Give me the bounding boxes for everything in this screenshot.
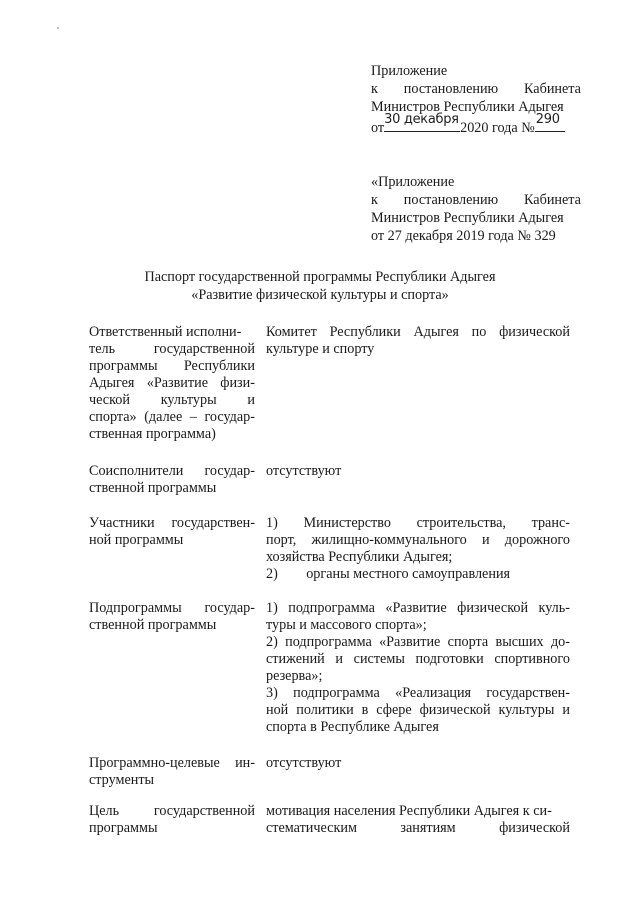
row-label-line — [89, 358, 255, 375]
word: Соисполнители — [89, 463, 184, 479]
word: физической — [457, 600, 529, 616]
row-label — [89, 803, 255, 837]
word: Цель — [89, 803, 120, 819]
row-value-line — [266, 820, 570, 837]
row-value-line — [266, 532, 570, 549]
row-label-line — [89, 803, 255, 820]
row-value-line — [266, 702, 570, 719]
row-value-line: туры и массового спорта»; — [266, 617, 427, 633]
row-value — [266, 755, 570, 772]
handwritten-date: 30 декабря — [384, 112, 459, 127]
word: культуры — [498, 702, 555, 718]
row-label — [89, 324, 255, 443]
row-value-line — [266, 324, 570, 341]
word: и — [481, 532, 490, 548]
word: занятиям — [400, 820, 456, 836]
appendix-resolution-line — [371, 191, 581, 209]
word: Республики — [329, 324, 401, 340]
word: тель — [89, 341, 116, 357]
word: политики — [296, 702, 354, 718]
word: Министерство — [303, 515, 391, 531]
word: Подпрограммы — [89, 600, 182, 616]
word: спортивного — [494, 651, 570, 667]
row-value-line — [266, 651, 570, 668]
word: спорта» — [89, 409, 137, 425]
row-value — [266, 515, 570, 583]
word: Комитет — [266, 324, 317, 340]
word: физической — [499, 324, 570, 340]
row-value-line — [266, 600, 570, 617]
word: до- — [550, 634, 570, 650]
date-prefix: от — [371, 120, 385, 136]
document-title — [0, 268, 640, 304]
word: государ- — [204, 463, 255, 479]
appendix-word: Кабинета — [524, 81, 581, 97]
word: Адыгея — [89, 375, 135, 391]
word: куль- — [538, 600, 570, 616]
word: подпрограмма — [293, 685, 380, 701]
word: Республики — [183, 358, 255, 374]
word: высших — [495, 634, 544, 650]
appendix-cabinet-line: Министров Республики Адыгея — [371, 210, 564, 226]
row-label — [89, 600, 255, 634]
word: государ- — [204, 600, 255, 616]
word: и — [247, 392, 255, 408]
row-label-line — [89, 755, 255, 772]
row-label-line: программы — [89, 820, 158, 836]
word: государственной — [153, 803, 255, 819]
row-value-line: хозяйства Республики Адыгея; — [266, 549, 453, 565]
word: «Реализация — [395, 685, 472, 701]
word: сфере — [376, 702, 412, 718]
word: по — [471, 324, 487, 340]
word: программы — [89, 358, 158, 374]
row-label-line — [89, 341, 255, 358]
row-value-line: культуре и спорту — [266, 341, 375, 357]
word: Адыгея — [413, 324, 459, 340]
row-value-line — [266, 685, 570, 702]
word: Участники — [89, 515, 155, 531]
row-label-line: ственная программа) — [89, 426, 216, 442]
word: 1) — [266, 600, 278, 616]
row-value-line: отсутствуют — [266, 463, 342, 479]
word: ной — [266, 702, 289, 718]
word: государ- — [204, 409, 255, 425]
row-value-line — [266, 515, 570, 532]
row-value-line: резерва»; — [266, 668, 323, 684]
word: государствен- — [486, 685, 570, 701]
row-label-line — [89, 392, 255, 409]
row-label-line — [89, 409, 255, 426]
row-value-line: 2) органы местного самоуправления — [266, 566, 511, 582]
row-label-line — [89, 463, 255, 480]
appendix-resolution-line — [371, 80, 581, 98]
title-line-1: Паспорт государственной программы Республики Адыгея — [144, 269, 496, 285]
word: физической — [499, 820, 570, 836]
word: физи- — [220, 375, 255, 391]
row-label — [89, 463, 255, 497]
appendix-date-line: от 27 декабря 2019 года № 329 — [371, 228, 556, 244]
row-value-line: отсутствуют — [266, 755, 342, 771]
word: транс- — [531, 515, 570, 531]
appendix-word: к — [371, 192, 378, 208]
handwritten-number: 290 — [535, 112, 560, 127]
word: «Развитие — [379, 634, 441, 650]
appendix-header-new — [371, 62, 581, 137]
word: ин- — [235, 755, 255, 771]
row-label — [89, 515, 255, 549]
row-value — [266, 463, 570, 480]
row-label-line: ственной программы — [89, 480, 217, 496]
row-label-line: ной программы — [89, 532, 184, 548]
word: «Развитие — [385, 600, 447, 616]
row-label-line: ственной программы — [89, 617, 217, 633]
word: государственной — [153, 341, 255, 357]
row-label-line — [89, 600, 255, 617]
word: физической — [419, 702, 491, 718]
word: подпрограмма — [288, 600, 375, 616]
word: жилищно-коммунального — [311, 532, 467, 548]
word: стематическим — [266, 820, 357, 836]
row-value-line: мотивация населения Республики Адыгея к си- — [266, 803, 552, 819]
word: спорта — [447, 634, 489, 650]
row-label-line: струменты — [89, 772, 155, 788]
date-blank — [384, 112, 460, 132]
appendix-word: Кабинета — [524, 192, 581, 208]
appendix-word: постановлению — [403, 192, 499, 208]
word: и — [335, 651, 344, 667]
year-text: 2020 года № — [460, 120, 535, 136]
word: в — [361, 702, 369, 718]
row-value — [266, 324, 570, 358]
number-blank — [535, 112, 565, 132]
word: государствен- — [171, 515, 255, 531]
word: и — [562, 702, 570, 718]
appendix-header-old — [371, 173, 581, 245]
word: строительства, — [416, 515, 506, 531]
row-value-line — [266, 634, 570, 651]
word: 2) — [266, 634, 278, 650]
word: 1) — [266, 515, 278, 531]
word: ческой — [89, 392, 130, 408]
row-value — [266, 600, 570, 736]
row-label — [89, 755, 255, 789]
appendix-word: к — [371, 81, 378, 97]
row-label-line — [89, 515, 255, 532]
word: системы — [353, 651, 405, 667]
word: подготовки — [415, 651, 484, 667]
word: – — [189, 409, 197, 425]
appendix-title: Приложение — [371, 63, 448, 79]
word: стижений — [266, 651, 325, 667]
word: «Развитие — [146, 375, 208, 391]
scan-speck — [57, 27, 59, 29]
word: Программно-целевые — [89, 755, 220, 771]
row-label-line: Ответственный исполни- — [89, 324, 242, 340]
row-value-line: спорта в Республике Адыгея — [266, 719, 439, 735]
word: 3) — [266, 685, 278, 701]
appendix-word: постановлению — [403, 81, 499, 97]
row-label-line — [89, 375, 255, 392]
word: порт, — [266, 532, 297, 548]
word: подпрограмма — [285, 634, 372, 650]
word: дорожного — [504, 532, 570, 548]
appendix-title: «Приложение — [371, 174, 455, 190]
appendix-cabinet-line: Министров Республики Адыгея — [371, 99, 564, 115]
word: культуры — [160, 392, 217, 408]
title-line-2: «Развитие физической культуры и спорта» — [191, 287, 449, 303]
word: (далее — [144, 409, 183, 425]
appendix-date-line — [371, 112, 581, 137]
row-value — [266, 803, 570, 837]
